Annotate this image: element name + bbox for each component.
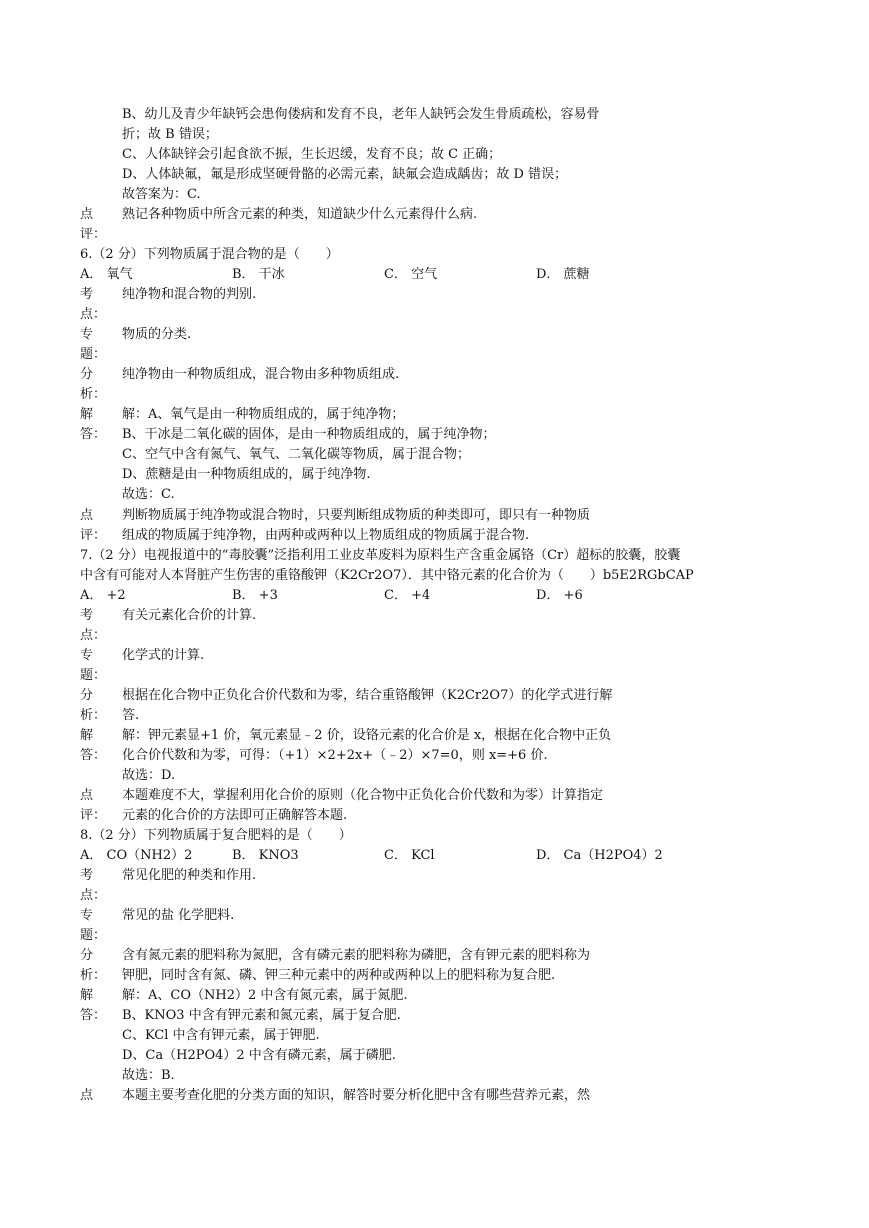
q6-option-b: B． 干冰 <box>232 267 285 282</box>
label-xi: 析： <box>80 387 107 402</box>
q5-answer: 故答案为：C. <box>122 187 201 202</box>
label-kao: 考 <box>80 608 94 623</box>
q7-option-a: A． +2 <box>80 588 126 603</box>
q7-option-d: D． +6 <box>536 588 583 603</box>
q6-option-d: D． 蔗糖 <box>536 267 590 282</box>
label-da: 答： <box>80 427 107 442</box>
q7-zhuanti: 化学式的计算. <box>122 648 205 663</box>
q8-fenxi-line1: 含有氮元素的肥料称为氮肥，含有磷元素的肥料称为磷肥，含有钾元素的肥料称为 <box>122 948 591 963</box>
label-ping: 评： <box>80 528 107 543</box>
label-zhuan: 专 <box>80 648 94 663</box>
q8-option-c: C． KCl <box>384 848 435 863</box>
q7-jieda-line1: 解：钾元素显+1 价，氧元素显﹣2 价，设铬元素的化合价是 x，根据在化合物中正负 <box>122 728 612 743</box>
q5-option-b-analysis-line1: B、幼儿及青少年缺钙会患佝偻病和发育不良，老年人缺钙会发生骨质疏松，容易骨 <box>122 107 600 122</box>
label-dian: 点 <box>80 508 94 523</box>
label-xi: 析： <box>80 968 107 983</box>
q6-jieda-line5: 故选：C. <box>122 487 175 502</box>
q7-fenxi-line2: 答. <box>122 708 140 723</box>
q7-option-b: B． +3 <box>232 588 278 603</box>
q7-stem-line1: 7.（2 分）电视报道中的“毒胶囊”泛指利用工业皮革废料为原料生产含重金属铬（Cr）超标的胶囊，胶囊 <box>80 548 681 563</box>
label-da: 答： <box>80 1008 107 1023</box>
q8-stem: 8.（2 分）下列物质属于复合肥料的是（ ） <box>80 828 352 843</box>
q6-option-a: A． 氧气 <box>80 267 133 282</box>
q7-jieda-line3: 故选：D. <box>122 768 176 783</box>
label-dian2: 点： <box>80 888 107 903</box>
label-fen: 分 <box>80 367 94 382</box>
label-jie: 解 <box>80 407 94 422</box>
label-ping: 评： <box>80 808 107 823</box>
q8-option-a: A． CO（NH2）2 <box>80 848 193 863</box>
q7-dianping-line2: 元素的化合价的方法即可正确解答本题. <box>122 808 348 823</box>
q7-dianping-line1: 本题难度不大，掌握利用化合价的原则（化合物中正负化合价代数和为零）计算指定 <box>122 788 604 803</box>
q5-option-b-analysis-line2: 折；故 B 错误； <box>122 127 218 142</box>
q5-option-d-analysis: D、人体缺氟，氟是形成坚硬骨骼的必需元素，缺氟会造成龋齿；故 D 错误； <box>122 167 568 182</box>
label-fen: 分 <box>80 948 94 963</box>
label-kao: 考 <box>80 287 94 302</box>
q6-dianping-line2: 组成的物质属于纯净物，由两种或两种以上物质组成的物质属于混合物. <box>122 528 530 543</box>
label-jie: 解 <box>80 988 94 1003</box>
label-dian: 点 <box>80 1088 94 1103</box>
q7-kaodian: 有关元素化合价的计算. <box>122 608 257 623</box>
q8-jieda-line1: 解：A、CO（NH2）2 中含有氮元素，属于氮肥. <box>122 988 408 1003</box>
label-ti: 题： <box>80 928 107 943</box>
q5-option-c-analysis: C、人体缺锌会引起食欲不振，生长迟缓，发育不良；故 C 正确； <box>122 147 502 162</box>
label-zhuan: 专 <box>80 908 94 923</box>
label-fen: 分 <box>80 688 94 703</box>
q6-fenxi: 纯净物由一种物质组成，混合物由多种物质组成. <box>122 367 400 382</box>
q8-jieda-line4: D、Ca（H2PO4）2 中含有磷元素，属于磷肥. <box>122 1048 396 1063</box>
q8-jieda-line5: 故选：B. <box>122 1068 175 1083</box>
label-dian2: 点： <box>80 628 107 643</box>
label-dian: 点 <box>80 207 94 222</box>
q8-option-b: B． KNO3 <box>232 848 299 863</box>
q8-kaodian: 常见化肥的种类和作用. <box>122 868 257 883</box>
q6-jieda-line3: C、空气中含有氮气、氧气、二氧化碳等物质，属于混合物； <box>122 447 470 462</box>
label-dian: 点 <box>80 788 94 803</box>
q7-stem-line2: 中含有可能对人本肾脏产生伤害的重铬酸钾（K2Cr2O7）．其中铬元素的化合价为（ ）b5E2RGbCAP <box>80 568 694 583</box>
q8-dianping-line1: 本题主要考查化肥的分类方面的知识，解答时要分析化肥中含有哪些营养元素，然 <box>122 1088 591 1103</box>
label-xi: 析： <box>80 708 107 723</box>
q7-option-c: C． +4 <box>384 588 431 603</box>
q8-option-d: D． Ca（H2PO4）2 <box>536 848 663 863</box>
q8-zhuanti: 常见的盐 化学肥料. <box>122 908 235 923</box>
q6-zhuanti: 物质的分类. <box>122 327 192 342</box>
q8-fenxi-line2: 钾肥，同时含有氮、磷、钾三种元素中的两种或两种以上的肥料称为复合肥. <box>122 968 556 983</box>
q6-stem: 6.（2 分）下列物质属于混合物的是（ ） <box>80 247 339 262</box>
q8-jieda-line2: B、KNO3 中含有钾元素和氮元素，属于复合肥. <box>122 1008 401 1023</box>
q6-jieda-line4: D、蔗糖是由一种物质组成的，属于纯净物. <box>122 467 371 482</box>
q7-jieda-line2: 化合价代数和为零，可得：（+1）×2+2x+（﹣2）×7=0，则 x=+6 价. <box>122 748 548 763</box>
q6-dianping-line1: 判断物质属于纯净物或混合物时，只要判断组成物质的种类即可，即只有一种物质 <box>122 508 591 523</box>
label-da: 答： <box>80 748 107 763</box>
label-zhuan: 专 <box>80 327 94 342</box>
q6-jieda-line2: B、干冰是二氧化碳的固体，是由一种物质组成的，属于纯净物； <box>122 427 496 442</box>
label-dian2: 点： <box>80 307 107 322</box>
q7-fenxi-line1: 根据在化合物中正负化合价代数和为零，结合重铬酸钾（K2Cr2O7）的化学式进行解 <box>122 688 613 703</box>
q8-jieda-line3: C、KCl 中含有钾元素，属于钾肥. <box>122 1028 320 1043</box>
label-kao: 考 <box>80 868 94 883</box>
label-jie: 解 <box>80 728 94 743</box>
label-ti: 题： <box>80 668 107 683</box>
label-ti: 题： <box>80 347 107 362</box>
label-ping: 评： <box>80 227 107 242</box>
q6-kaodian: 纯净物和混合物的判别. <box>122 287 257 302</box>
q6-option-c: C． 空气 <box>384 267 438 282</box>
q5-comment: 熟记各种物质中所含元素的种类，知道缺少什么元素得什么病. <box>122 207 478 222</box>
q6-jieda-line1: 解：A、氧气是由一种物质组成的，属于纯净物； <box>122 407 405 422</box>
